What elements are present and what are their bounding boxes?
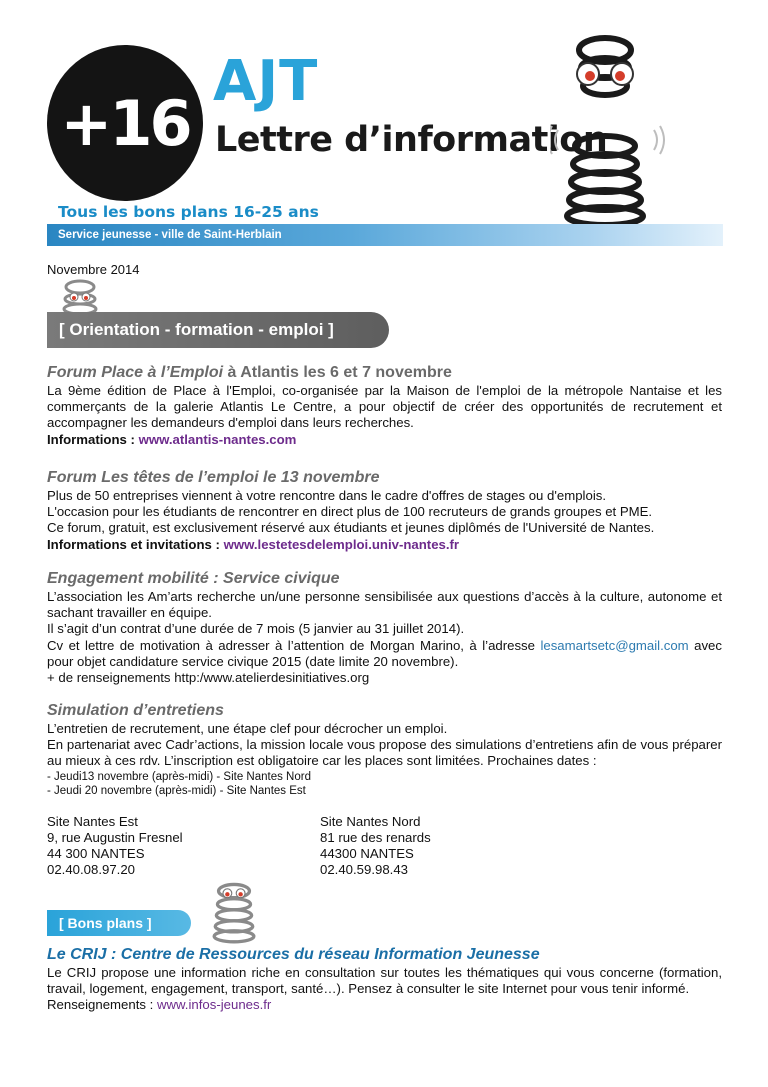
brand-logo: AJT (213, 49, 319, 114)
date-item: - Jeudi13 novembre (après-midi) - Site Nantes Nord (47, 770, 311, 783)
article-line: Plus de 50 entreprises viennent à votre rencontre dans le cadre d'offres de stages ou d'emplois. (47, 488, 607, 503)
article-body: La 9ème édition de Place à l'Emploi, co-organisée par la Maison de l'emploi de la métropole Nantaise et les commerçants de la galerie Atlantis Le Centre, a pour objectif de créer des opportunités de recrutement et accompagner les demandeurs d'emploi dans leurs recherches. (47, 383, 722, 431)
site-address-est: Site Nantes Est 9, rue Augustin Fresnel 44 300 NANTES 02.40.08.97.20 (47, 814, 183, 877)
article-body: L’entretien de recrutement, une étape clef pour décrocher un emploi. (47, 721, 448, 736)
spring-mascot-icon (205, 880, 263, 944)
article-simulation (47, 701, 722, 798)
article-body: Cv et lettre de motivation à adresser à l’attention de Morgan Marino, à l’adresse lesamartsetc@gmail.com avec pour objet candidature service civique 2015 (date limite 20 novembre). (47, 637, 722, 669)
email-link[interactable]: lesamartsetc@gmail.com (540, 637, 689, 653)
article-crij (47, 945, 722, 1014)
infos-jeunes-link[interactable]: www.infos-jeunes.fr (156, 997, 272, 1013)
issue-date: Novembre 2014 (47, 262, 140, 277)
article-place-emploi (47, 363, 722, 448)
article-body: En partenariat avec Cadr’actions, la mission locale vous propose des simulations d’entretiens afin de vous préparer au mieux à ces rdv. L’inscription est obligatoire car les places sont limitées. Prochaines dates : (47, 737, 722, 769)
article-body: Il s’agit d’un contrat d’une durée de 7 mois (5 janvier au 31 juillet 2014). (47, 621, 465, 637)
article-line: Ce forum, gratuit, est exclusivement réservé aux étudiants et jeunes diplômés de l'Université de Nantes. (47, 520, 655, 536)
article-title: Le CRIJ : Centre de Ressources du réseau Information Jeunesse (47, 946, 540, 963)
article-line: L'occasion pour les étudiants de rencontrer en direct plus de 100 recruteurs de grands groupes et PME. (47, 504, 653, 520)
badge-16: +16 (47, 45, 203, 201)
article-title: Engagement mobilité : Service civique (47, 570, 340, 587)
article-body: L’association les Am’arts recherche un/une personne sensibilisée aux questions d’accès à la culture, autonome et sachant travailler en équipe. (47, 589, 722, 621)
article-title: Forum Place à l’Emploi à Atlantis les 6 et 7 novembre (47, 364, 452, 381)
section-bons-plans-header: [ Bons plans ] (47, 910, 191, 936)
article-tetes-emploi (47, 468, 722, 553)
date-item: - Jeudi 20 novembre (après-midi) - Site Nantes Est (47, 784, 306, 797)
section-orientation-header: [ Orientation - formation - emploi ] (47, 312, 389, 348)
spring-mascot-icon (550, 20, 665, 230)
info-label: Renseignements : (47, 997, 157, 1013)
tetes-emploi-link[interactable]: www.lestetesdelemploi.univ-nantes.fr (223, 536, 460, 552)
newsletter-title: Lettre d’information (215, 120, 608, 160)
info-label: Informations : (47, 431, 139, 447)
service-band: Service jeunesse - ville de Saint-Herblain (47, 224, 723, 246)
article-body: + de renseignements http:/www.atelierdesinitiatives.org (47, 670, 370, 686)
article-body: Le CRIJ propose une information riche en consultation sur toutes les thématiques qui vous concerne (formation, travail, logement, engagement, transport, santé…). Pensez à consulter le site Internet pour vous tenir informé. (47, 965, 722, 997)
site-address-nord: Site Nantes Nord 81 rue des renards 44300 NANTES 02.40.59.98.43 (320, 814, 431, 877)
article-title: Forum Les têtes de l’emploi le 13 novembre (47, 469, 380, 486)
subtitle: Tous les bons plans 16-25 ans (58, 203, 319, 221)
article-service-civique (47, 569, 722, 686)
info-label: Informations et invitations : (47, 536, 224, 552)
article-title: Simulation d’entretiens (47, 702, 224, 719)
atlantis-link[interactable]: www.atlantis-nantes.com (138, 431, 297, 447)
